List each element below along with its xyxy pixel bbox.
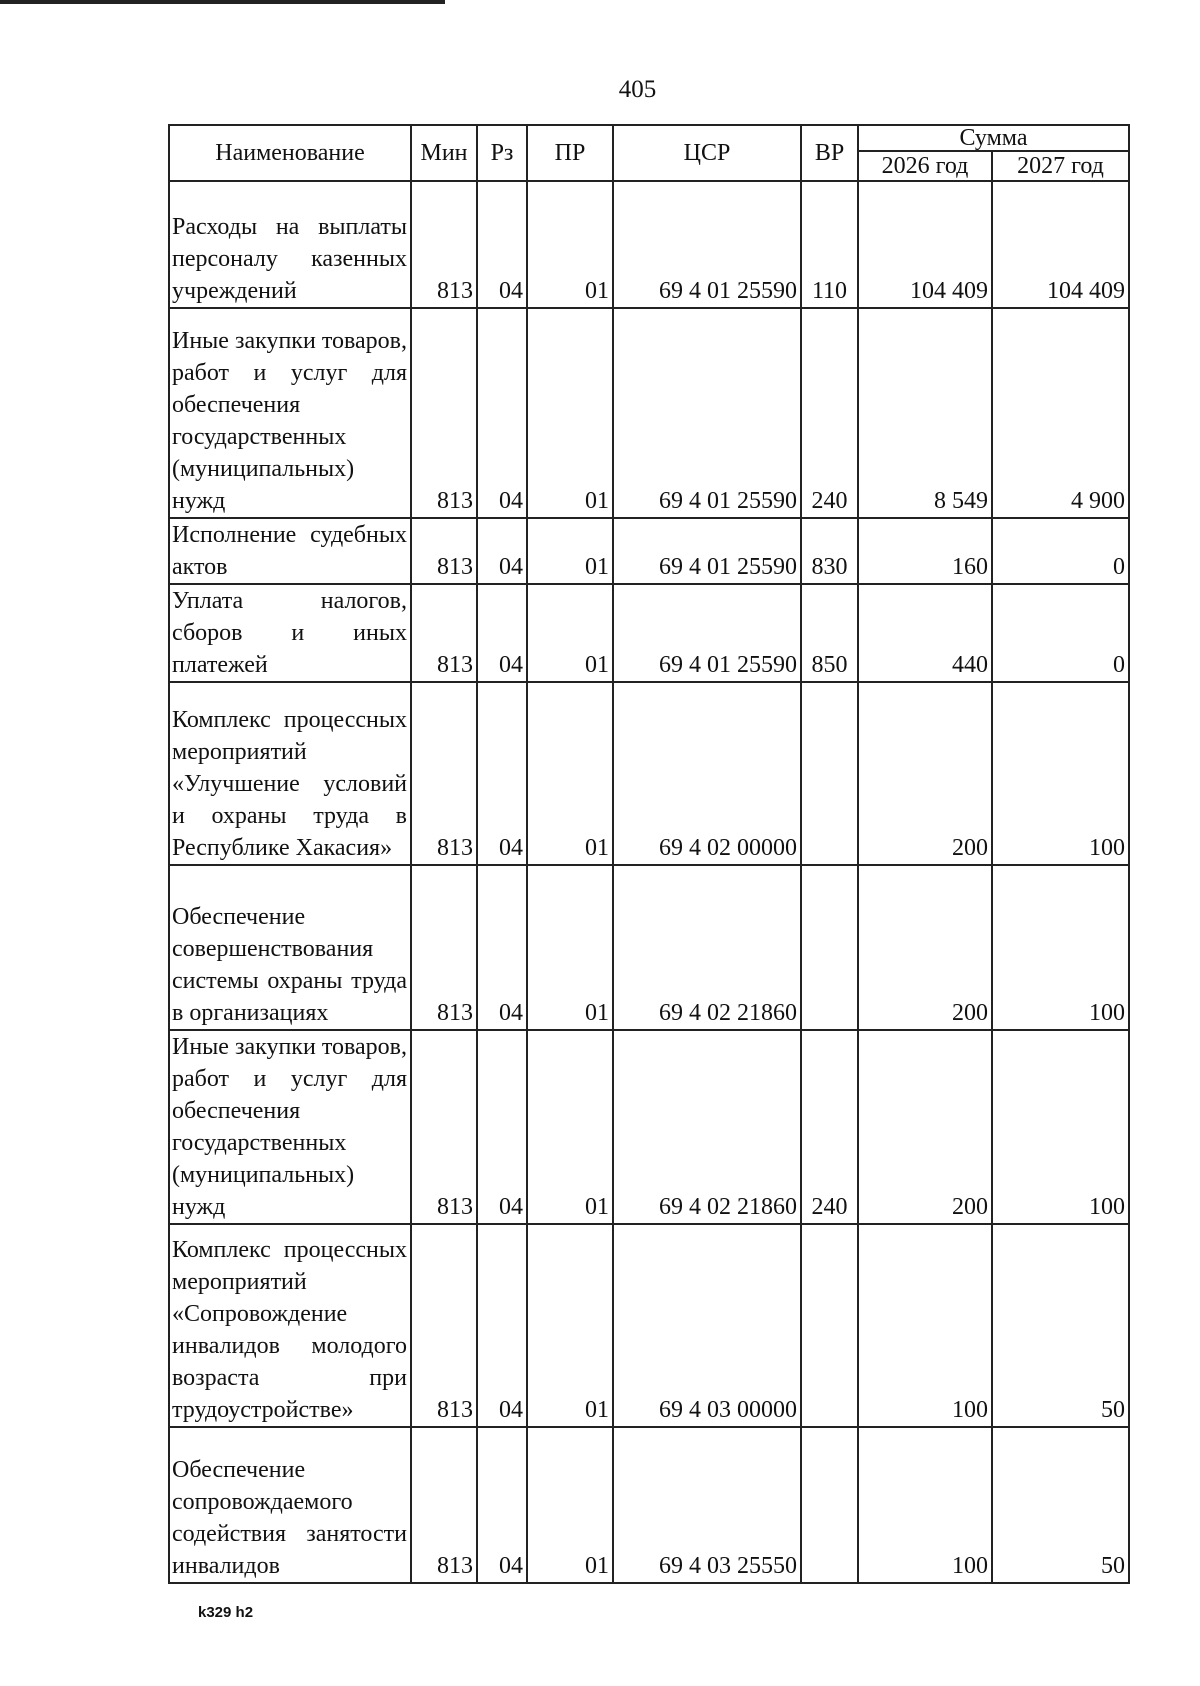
row-min: 813 xyxy=(411,1030,477,1224)
row-name: Иные закупки товаров, работ и услуг для обеспечения государственных (муниципальных) нужд xyxy=(169,308,411,518)
table-row xyxy=(169,865,1129,1030)
row-pr: 01 xyxy=(527,1030,613,1224)
row-sum-2027: 50 xyxy=(992,1427,1129,1583)
row-sum-2027: 4 900 xyxy=(992,308,1129,518)
row-rz: 04 xyxy=(477,1224,527,1427)
page-number: 405 xyxy=(618,76,657,103)
top-rule xyxy=(0,0,445,4)
header-rz: Рз xyxy=(477,125,527,181)
row-min: 813 xyxy=(411,1427,477,1583)
header-name: Наименование xyxy=(169,125,411,181)
row-name: Иные закупки товаров, работ и услуг для обеспечения государственных (муниципальных) нужд xyxy=(169,1030,411,1224)
header-vr: ВР xyxy=(801,125,858,181)
table-row xyxy=(169,518,1129,584)
row-vr: 110 xyxy=(801,181,858,308)
row-min: 813 xyxy=(411,1224,477,1427)
table-body xyxy=(169,181,1129,1583)
header-year-2027: 2027 год xyxy=(992,151,1129,181)
row-sum-2027: 0 xyxy=(992,584,1129,682)
row-min: 813 xyxy=(411,181,477,308)
row-sum-2026: 440 xyxy=(858,584,992,682)
row-sum-2026: 200 xyxy=(858,682,992,865)
row-sum-2026: 104 409 xyxy=(858,181,992,308)
row-csr: 69 4 01 25590 xyxy=(613,308,801,518)
row-sum-2027: 0 xyxy=(992,518,1129,584)
table-header xyxy=(169,125,1129,181)
row-pr: 01 xyxy=(527,865,613,1030)
row-pr: 01 xyxy=(527,518,613,584)
row-sum-2027: 50 xyxy=(992,1224,1129,1427)
row-csr: 69 4 01 25590 xyxy=(613,181,801,308)
row-pr: 01 xyxy=(527,308,613,518)
row-csr: 69 4 03 00000 xyxy=(613,1224,801,1427)
row-min: 813 xyxy=(411,308,477,518)
row-pr: 01 xyxy=(527,682,613,865)
row-name: Расходы на выплаты персоналу казенных учреждений xyxy=(169,181,411,308)
row-pr: 01 xyxy=(527,1427,613,1583)
row-name: Комплекс процессных мероприятий «Сопровождение инвалидов молодого возраста при трудоустройстве» xyxy=(169,1224,411,1427)
row-sum-2027: 100 xyxy=(992,682,1129,865)
row-vr: 240 xyxy=(801,308,858,518)
table-row xyxy=(169,181,1129,308)
table-row xyxy=(169,584,1129,682)
row-vr xyxy=(801,1224,858,1427)
table-row xyxy=(169,1427,1129,1583)
row-name: Обеспечение сопровождаемого содействия занятости инвалидов xyxy=(169,1427,411,1583)
row-rz: 04 xyxy=(477,1030,527,1224)
row-sum-2027: 104 409 xyxy=(992,181,1129,308)
row-csr: 69 4 02 00000 xyxy=(613,682,801,865)
row-rz: 04 xyxy=(477,682,527,865)
row-vr xyxy=(801,1427,858,1583)
row-min: 813 xyxy=(411,584,477,682)
budget-table xyxy=(168,124,1130,1584)
header-year-2026: 2026 год xyxy=(858,151,992,181)
footer-code: k329 h2 xyxy=(198,1604,254,1621)
row-vr: 850 xyxy=(801,584,858,682)
row-rz: 04 xyxy=(477,181,527,308)
row-vr xyxy=(801,865,858,1030)
row-pr: 01 xyxy=(527,181,613,308)
row-rz: 04 xyxy=(477,308,527,518)
header-pr: ПР xyxy=(527,125,613,181)
row-csr: 69 4 01 25590 xyxy=(613,518,801,584)
row-rz: 04 xyxy=(477,584,527,682)
row-min: 813 xyxy=(411,682,477,865)
row-min: 813 xyxy=(411,865,477,1030)
header-csr: ЦСР xyxy=(613,125,801,181)
row-csr: 69 4 03 25550 xyxy=(613,1427,801,1583)
row-rz: 04 xyxy=(477,518,527,584)
row-min: 813 xyxy=(411,518,477,584)
header-min: Мин xyxy=(411,125,477,181)
row-rz: 04 xyxy=(477,865,527,1030)
row-name: Исполнение судебных актов xyxy=(169,518,411,584)
row-vr: 830 xyxy=(801,518,858,584)
row-name: Комплекс процессных мероприятий «Улучшение условий и охраны труда в Республике Хакасия» xyxy=(169,682,411,865)
row-sum-2026: 100 xyxy=(858,1224,992,1427)
row-name: Обеспечение совершенствования системы охраны труда в организациях xyxy=(169,865,411,1030)
table-row xyxy=(169,1224,1129,1427)
row-pr: 01 xyxy=(527,1224,613,1427)
row-csr: 69 4 02 21860 xyxy=(613,1030,801,1224)
row-pr: 01 xyxy=(527,584,613,682)
row-sum-2026: 100 xyxy=(858,1427,992,1583)
row-sum-2026: 8 549 xyxy=(858,308,992,518)
header-sum: Сумма xyxy=(858,125,1129,151)
row-name: Уплата налогов, сборов и иных платежей xyxy=(169,584,411,682)
row-csr: 69 4 02 21860 xyxy=(613,865,801,1030)
row-sum-2026: 200 xyxy=(858,865,992,1030)
table-row xyxy=(169,308,1129,518)
row-vr xyxy=(801,682,858,865)
row-csr: 69 4 01 25590 xyxy=(613,584,801,682)
row-sum-2026: 160 xyxy=(858,518,992,584)
row-sum-2026: 200 xyxy=(858,1030,992,1224)
row-vr: 240 xyxy=(801,1030,858,1224)
table-row xyxy=(169,1030,1129,1224)
row-sum-2027: 100 xyxy=(992,1030,1129,1224)
table-row xyxy=(169,682,1129,865)
row-sum-2027: 100 xyxy=(992,865,1129,1030)
row-rz: 04 xyxy=(477,1427,527,1583)
